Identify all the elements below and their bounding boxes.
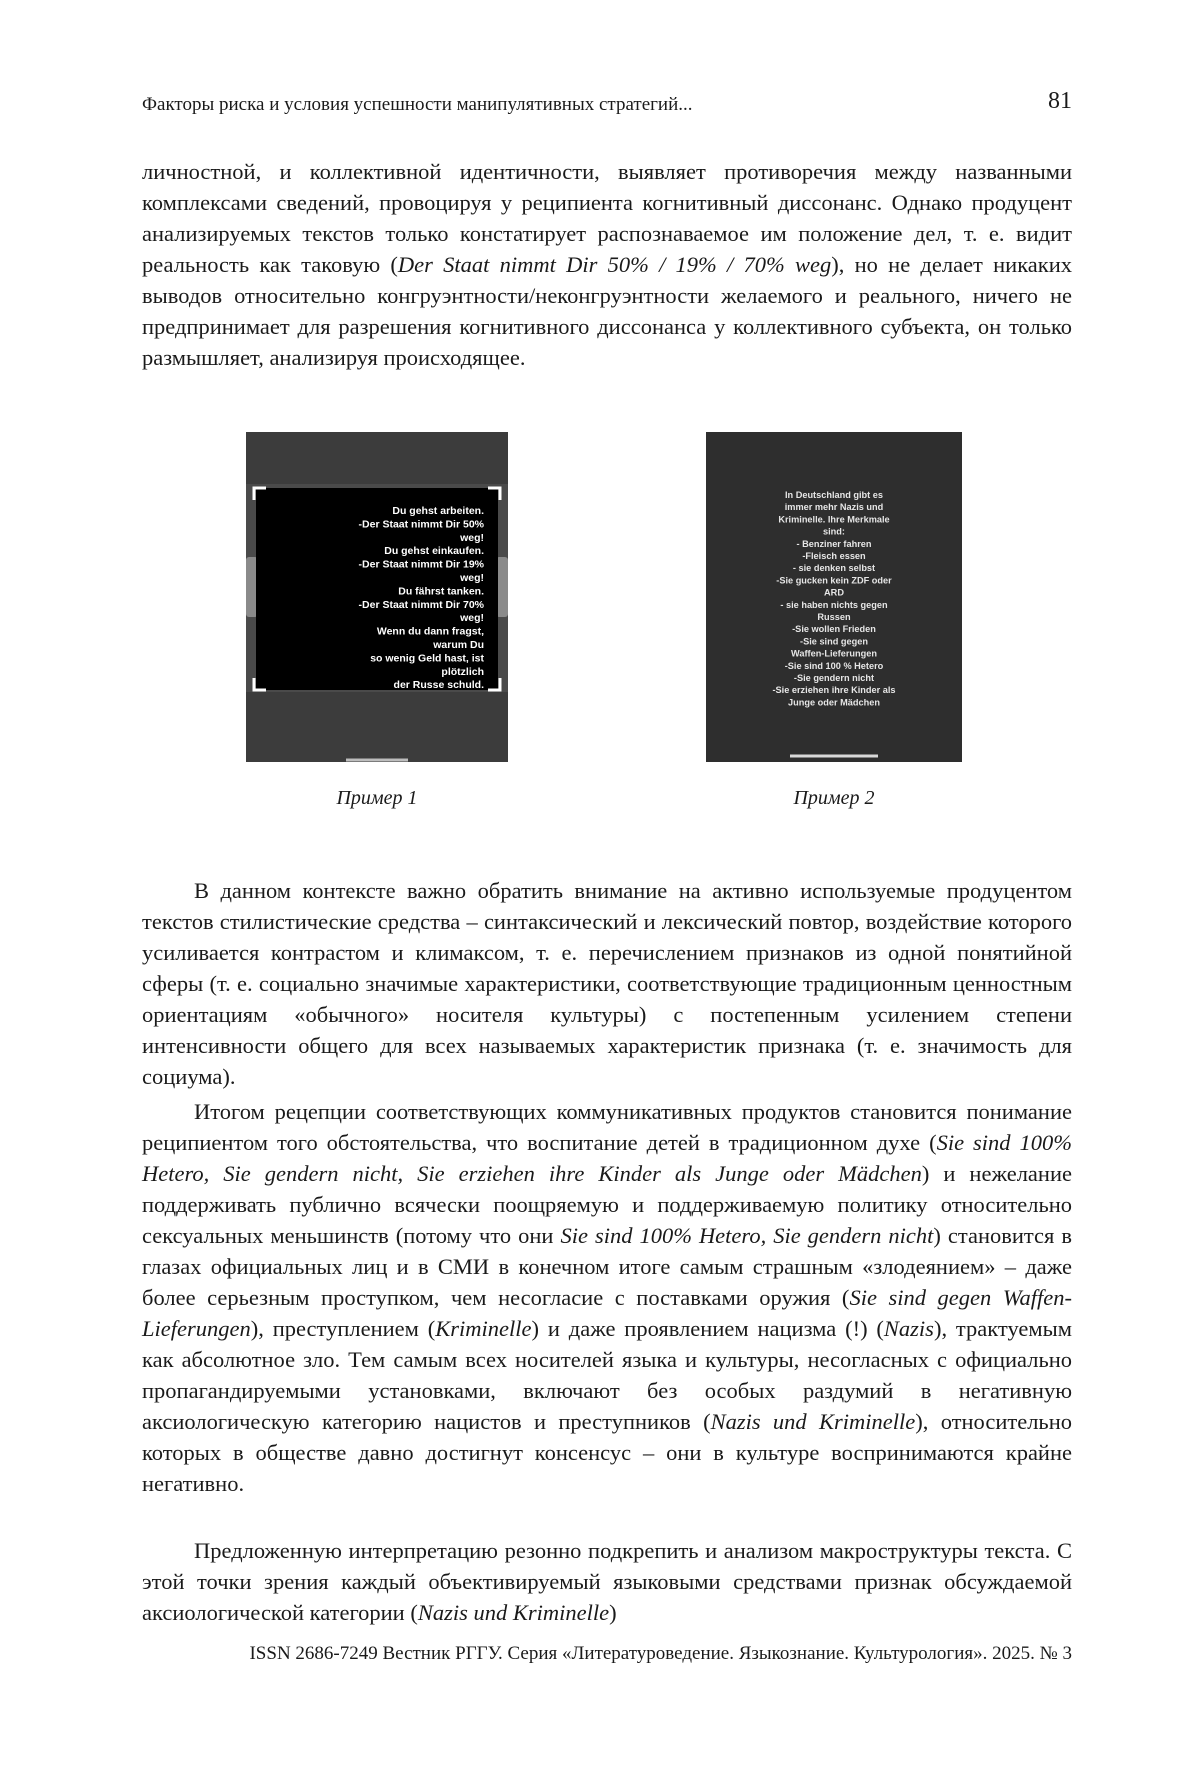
figure-1-text-line: -Der Staat nimmt Dir 50% [358,518,484,531]
figure-1-text-line: Du fährst tanken. [398,585,484,598]
text-run: Предложенную интерпретацию резонно подкрепить и анализом макроструктуры текста. С этой точки зрения каждый объективируемый языковыми средствами признак обсуждаемой аксиологической категории ( [142,1538,1072,1625]
figure-1-text-line: plötzlich [441,665,484,678]
text-run: ) [609,1600,617,1625]
running-header [142,88,1072,118]
figure-2-text-line: -Fleisch essen [802,551,866,561]
figure-2-caption: Пример 2 [793,787,875,809]
paragraph-4 [142,1535,1072,1628]
figure-1-text-line: weg! [460,612,484,625]
text-run: ), относительно которых в обществе давно достигнут консенсус – они в культуре воспринимаются крайне негативно. [142,1409,1072,1496]
text-run: Итогом рецепции соответствующих коммуникативных продуктов становится понимание реципиентом того обстоятельства, что воспитание детей в традиционном духе ( [142,1099,1072,1155]
figure-2-text-line: ARD [824,587,844,598]
figure-2-text-line: Waffen-Lieferungen [791,648,877,659]
italic-quote: Sie sind gegen Waffen-Lieferungen [142,1285,1072,1341]
figure-1-text-line: Du gehst arbeiten. [392,505,484,517]
paragraph-3 [142,1096,1072,1499]
figure-2-text-line: - sie denken selbst [792,563,876,574]
text-run: личностной, и коллективной идентичности, выявляет противоречия между названными комплексами сведений, провоцируя у реципиента когнитивный диссонанс. Однако продуцент анализируемых текстов только констатирует распознаваемое им положение дел, т. е. видит реальность как таковую ( [142,159,1072,277]
figure-2-text-line: -Sie gendern nicht [793,673,875,683]
figure-1-text-line: Du gehst einkaufen. [384,545,484,558]
text-run: ), трактуемым как абсолютное зло. Тем самым всех носителей языка и культуры, несогласных с официально пропагандируемыми установками, включают без особых раздумий в негативную аксиологическую категорию нацистов и преступников ( [142,1316,1072,1434]
figure-2-text-line: Russen [817,612,851,622]
italic-quote: Nazis und Kriminelle [417,1600,610,1625]
figure-2-text-line: Junge oder Mädchen [788,697,880,708]
paragraph-2 [142,875,1072,1092]
figure-1-text-line: weg! [460,572,484,584]
italic-quote: Nazis und Kriminelle [710,1409,916,1434]
figure-1-text-line: so wenig Geld hast, ist [370,652,484,665]
figure-1-text-line: der Russe schuld. [393,679,484,692]
italic-quote: Kriminelle [435,1316,532,1341]
text-run: ), но не делает никаких выводов относительно конгруэнтности/неконгруэнтности желаемого и реального, ничего не предпринимает для разрешения когнитивного диссонанса у коллективного субъекта, он только размышляет, анализируя происходящее. [142,252,1073,370]
figure-2-screenshot [706,432,962,762]
italic-quote: Nazis [883,1316,934,1341]
running-title: Факторы риска и условия успешности манипулятивных стратегий... [142,94,693,115]
italic-quote: Der Staat nimmt Dir 50% / 19% / 70% weg [397,252,832,277]
journal-footer: ISSN 2686-7249 Вестник РГГУ. Серия «Литературоведение. Языкознание. Культурология». 2025. № 3 [249,1643,1072,1664]
figure-2-text-line: Kriminelle. Ihre Merkmale [778,514,890,525]
text-run: ), преступлением ( [250,1316,436,1341]
text-run: ) и даже проявлением нацизма (!) ( [531,1316,884,1341]
figure-1-text-line: -Der Staat nimmt Dir 19% [358,558,484,571]
figure-1-text-line: -Der Staat nimmt Dir 70% [358,598,484,611]
figure-2-text-line: -Sie sind 100 % Hetero [784,660,884,671]
figure-1-text-line: weg! [460,531,484,544]
figure-1-text-line: warum Du [433,639,484,651]
paragraph-1 [142,156,1072,373]
figure-2-text-line: immer mehr Nazis und [784,502,884,513]
figure-1-caption: Пример 1 [336,787,418,809]
figure-2-text-line: - Benziner fahren [796,538,872,549]
figure-2-text-line: -Sie sind gegen [800,636,868,647]
text-run: ) и нежелание поддерживать публично всячески поощряемую и поддерживаемую политику относительно сексуальных меньшинств (потому что они [142,1161,1072,1248]
figure-1-text-line: Wenn du dann fragst, [376,625,484,638]
figure-1-screenshot [246,432,508,762]
figure-2-text-line: - sie haben nichts gegen [780,599,888,610]
text-run: ) становится в глазах официальных лиц и в СМИ в конечном итоге самым страшным «злодеянием» – даже более серьезным проступком, чем несогласие с поставками оружия ( [142,1223,1072,1310]
figure-2-text-line: -Sie gucken kein ZDF oder [776,575,892,586]
figure-2-text-line: -Sie erziehen ihre Kinder als [772,685,896,696]
italic-quote: Sie sind 100% Hetero, Sie gendern nicht, Sie erziehen ihre Kinder als Junge oder Mädchen [142,1130,1072,1186]
text-run: В данном контексте важно обратить внимание на активно используемые продуцентом текстов стилистические средства – синтаксический и лексический повтор, воздействие которого усиливается контрастом и климаксом, т. е. перечислением признаков из одной понятийной сферы (т. е. социально значимые характеристики, соответствующие традиционным ценностным ориентациям «обычного» носителя культуры) с постепенным усилением степени интенсивности общего для всех называемых характеристик признака (т. е. значимость для социума). [142,878,1072,1089]
figure-2-text-line: -Sie wollen Frieden [792,624,876,635]
page-number: 81 [1048,88,1072,114]
figure-2-text-line: sind: [823,526,845,537]
italic-quote: Sie sind 100% Hetero, Sie gendern nicht [560,1223,934,1248]
figure-2-text-line: In Deutschland gibt es [784,490,884,500]
